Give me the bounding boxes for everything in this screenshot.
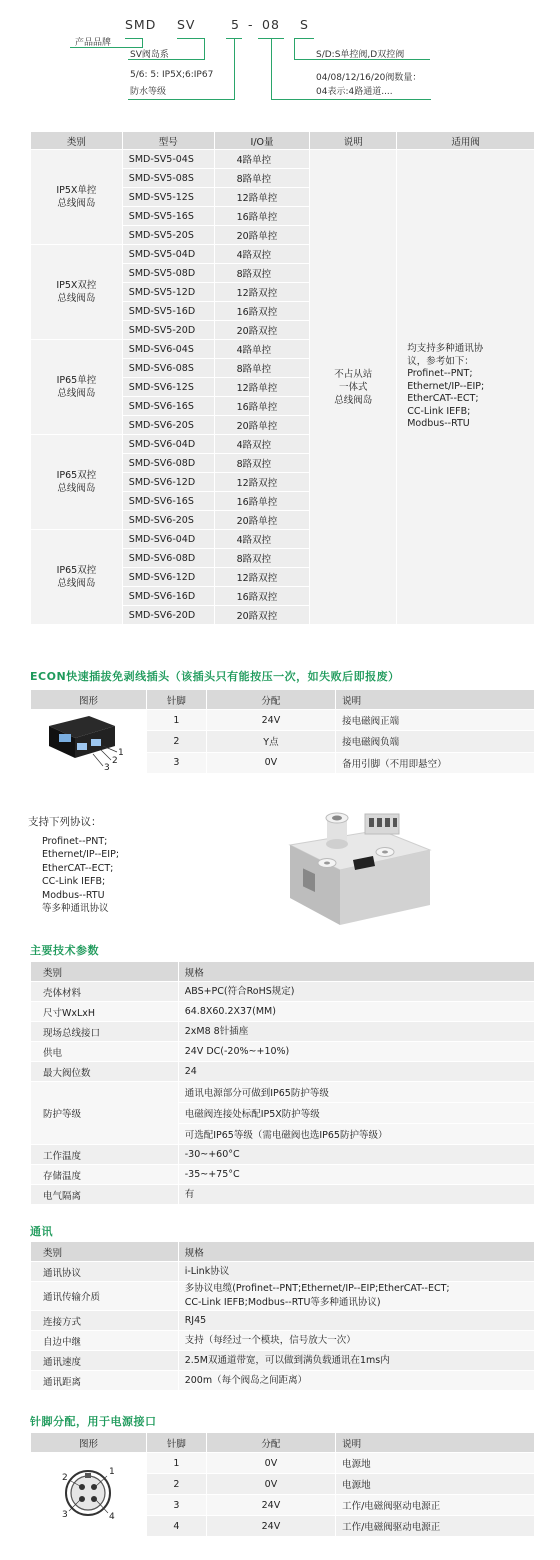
model-number: SMD-SV6-20D bbox=[122, 606, 214, 625]
econ-pin-1: 1 bbox=[147, 710, 207, 731]
econ-table bbox=[30, 689, 535, 774]
tech-protect-1: 通讯电源部分可做到IP65防护等级 bbox=[178, 1082, 534, 1103]
econ-pin-2: 2 bbox=[147, 731, 207, 752]
comm-value: i-Link协议 bbox=[178, 1262, 534, 1282]
model-io: 8路单控 bbox=[214, 359, 310, 378]
econ-assign-2: Y点 bbox=[206, 731, 335, 752]
model-valve-protocols: 均支持多种通讯协 议，参考如下： Profinet--PNT; Ethernet/IP--EIP; EtherCAT--ECT; CC-Link IEFB; Modbus--RTU bbox=[397, 150, 535, 625]
model-note: 不占从站 一体式 总线阀岛 bbox=[310, 150, 397, 625]
model-io: 20路单控 bbox=[214, 226, 310, 245]
col-io: I/O量 bbox=[214, 132, 310, 150]
protocol-item: CC-Link IEFB; bbox=[42, 876, 106, 887]
tech-row bbox=[31, 1022, 535, 1042]
protocol-item: Modbus--RTU bbox=[42, 889, 105, 901]
tech-row bbox=[31, 1145, 535, 1165]
model-io: 20路双控 bbox=[214, 321, 310, 340]
comm-row bbox=[31, 1262, 535, 1282]
model-io: 20路单控 bbox=[214, 416, 310, 435]
model-number: SMD-SV5-20S bbox=[122, 226, 214, 245]
type-desc: S/D:S单控阀,D双控阀 bbox=[316, 50, 405, 60]
model-number: SMD-SV6-16S bbox=[122, 397, 214, 416]
model-io: 12路双控 bbox=[214, 568, 310, 587]
col-valve: 适用阀 bbox=[397, 132, 535, 150]
model-category: IP65双控 总线阀岛 bbox=[31, 530, 123, 625]
sv-stem bbox=[204, 38, 205, 60]
model-number: SMD-SV5-20D bbox=[122, 321, 214, 340]
comm-row bbox=[31, 1282, 535, 1311]
model-number: SMD-SV6-16D bbox=[122, 587, 214, 606]
pins-desc-1: 电源地 bbox=[336, 1453, 535, 1474]
comm-row bbox=[31, 1331, 535, 1351]
model-io: 12路单控 bbox=[214, 188, 310, 207]
sv-desc: SV阀岛系 bbox=[130, 50, 169, 60]
tech-value: -30~+60°C bbox=[178, 1145, 534, 1165]
tech-protect-label: 防护等级 bbox=[31, 1082, 179, 1145]
pins-connector-image bbox=[31, 1453, 147, 1537]
comm-label: 通讯协议 bbox=[31, 1262, 179, 1282]
comm-value: RJ45 bbox=[178, 1311, 534, 1331]
comm-label: 通讯传输介质 bbox=[31, 1282, 179, 1311]
model-category: IP5X单控 总线阀岛 bbox=[31, 150, 123, 245]
sv-underline bbox=[177, 38, 205, 39]
col-category: 类别 bbox=[31, 132, 123, 150]
econ-connector-icon bbox=[31, 710, 146, 770]
model-number: SMD-SV6-20S bbox=[122, 416, 214, 435]
model-number: SMD-SV6-04D bbox=[122, 530, 214, 549]
pins-pin-1: 1 bbox=[147, 1453, 207, 1474]
comm-value: 2.5M双通道带宽，可以做到满负载通讯在1ms内 bbox=[178, 1351, 534, 1371]
comm-label: 通讯速度 bbox=[31, 1351, 179, 1371]
econ-desc-3: 备用引脚（不用即悬空） bbox=[336, 752, 535, 773]
model-number: SMD-SV5-08D bbox=[122, 264, 214, 283]
count-line bbox=[271, 99, 431, 100]
col-model: 型号 bbox=[122, 132, 214, 150]
svg-text:1: 1 bbox=[118, 748, 124, 758]
tech-value: -35~+75°C bbox=[178, 1165, 534, 1185]
pins-pin-4: 4 bbox=[147, 1516, 207, 1537]
model-number: SMD-SV5-08S bbox=[122, 169, 214, 188]
model-io: 4路单控 bbox=[214, 150, 310, 169]
smd-underline bbox=[125, 38, 143, 39]
protocol-item: Ethernet/IP--EIP; bbox=[42, 849, 120, 860]
pins-col-shape: 图形 bbox=[31, 1433, 147, 1453]
brand-label: 产品品牌 bbox=[75, 38, 112, 48]
pins-desc-4: 工作/电磁阀驱动电源正 bbox=[336, 1516, 535, 1537]
type-underline bbox=[294, 38, 314, 39]
model-number: SMD-SV6-12S bbox=[122, 378, 214, 397]
pins-assign-4: 24V bbox=[206, 1516, 335, 1537]
svg-text:3: 3 bbox=[104, 763, 110, 770]
model-io: 4路双控 bbox=[214, 435, 310, 454]
protocol-item: EtherCAT--ECT; bbox=[42, 862, 114, 874]
comm-row bbox=[31, 1371, 535, 1391]
model-io: 8路双控 bbox=[214, 454, 310, 473]
model-io: 20路双控 bbox=[214, 606, 310, 625]
comm-label: 连接方式 bbox=[31, 1311, 179, 1331]
model-io: 8路双控 bbox=[214, 549, 310, 568]
code-part-sv: SV bbox=[177, 17, 196, 32]
model-category: IP65双控 总线阀岛 bbox=[31, 435, 123, 530]
model-row bbox=[31, 150, 535, 169]
econ-assign-3: 0V bbox=[206, 752, 335, 773]
tech-label: 尺寸WxLxH bbox=[31, 1002, 179, 1022]
tech-label: 电气隔离 bbox=[31, 1185, 179, 1205]
model-io: 8路单控 bbox=[214, 169, 310, 188]
model-io: 4路双控 bbox=[214, 245, 310, 264]
model-io: 16路双控 bbox=[214, 302, 310, 321]
tech-value: 有 bbox=[178, 1185, 534, 1205]
model-number: SMD-SV6-16S bbox=[122, 492, 214, 511]
model-io: 12路双控 bbox=[214, 283, 310, 302]
tech-row bbox=[31, 1165, 535, 1185]
pins-table bbox=[30, 1432, 535, 1537]
svg-text:3: 3 bbox=[62, 1510, 68, 1520]
ip-desc-2: 防水等级 bbox=[130, 87, 167, 97]
model-io: 16路单控 bbox=[214, 492, 310, 511]
ip-stem bbox=[234, 38, 235, 100]
model-category: IP65单控 总线阀岛 bbox=[31, 340, 123, 435]
pins-desc-3: 工作/电磁阀驱动电源正 bbox=[336, 1495, 535, 1516]
count-stem bbox=[271, 38, 272, 100]
svg-text:4: 4 bbox=[109, 1512, 115, 1522]
comm-row bbox=[31, 1351, 535, 1371]
econ-col-assign: 分配 bbox=[206, 690, 335, 710]
tech-row bbox=[31, 1185, 535, 1205]
model-number: SMD-SV6-08S bbox=[122, 359, 214, 378]
tech-table bbox=[30, 961, 535, 1205]
econ-desc-1: 接电磁阀正端 bbox=[336, 710, 535, 731]
econ-title: ECON快速插拔免剥线插头（该插头只有能按压一次，如失败后即报废） bbox=[30, 670, 400, 683]
code-part-ip: 5 bbox=[231, 17, 240, 32]
tech-label: 壳体材料 bbox=[31, 982, 179, 1002]
code-part-count: 08 bbox=[262, 17, 280, 32]
model-number: SMD-SV5-12D bbox=[122, 283, 214, 302]
model-number: SMD-SV5-16S bbox=[122, 207, 214, 226]
model-io: 16路单控 bbox=[214, 207, 310, 226]
econ-assign-1: 24V bbox=[206, 710, 335, 731]
pins-col-pin: 针脚 bbox=[147, 1433, 207, 1453]
model-number: SMD-SV6-12D bbox=[122, 473, 214, 492]
econ-col-desc: 说明 bbox=[336, 690, 535, 710]
model-number: SMD-SV5-12S bbox=[122, 188, 214, 207]
tech-protect-2: 电磁阀连接处标配IP5X防护等级 bbox=[178, 1103, 534, 1124]
model-number: SMD-SV6-08D bbox=[122, 549, 214, 568]
type-stem bbox=[294, 38, 295, 60]
code-part-type: S bbox=[300, 17, 309, 32]
model-io: 16路双控 bbox=[214, 587, 310, 606]
model-io: 12路双控 bbox=[214, 473, 310, 492]
model-io: 8路双控 bbox=[214, 264, 310, 283]
tech-value: 64.8X60.2X37(MM) bbox=[178, 1002, 534, 1022]
tech-protect-3: 可选配IP65等级（需电磁阀也选IP65防护等级） bbox=[178, 1124, 534, 1145]
comm-label: 自边中继 bbox=[31, 1331, 179, 1351]
model-number: SMD-SV5-16D bbox=[122, 302, 214, 321]
tech-label: 存储温度 bbox=[31, 1165, 179, 1185]
comm-col-category: 类别 bbox=[31, 1242, 179, 1262]
count-desc-2: 04表示:4路通道.... bbox=[316, 87, 393, 97]
econ-pin-3: 3 bbox=[147, 752, 207, 773]
svg-text:1: 1 bbox=[109, 1467, 115, 1477]
tech-label: 最大阀位数 bbox=[31, 1062, 179, 1082]
comm-label: 通讯距离 bbox=[31, 1371, 179, 1391]
col-note: 说明 bbox=[310, 132, 397, 150]
pins-assign-2: 0V bbox=[206, 1474, 335, 1495]
comm-value: 200m（每个阀岛之间距离） bbox=[178, 1371, 534, 1391]
tech-row bbox=[31, 1002, 535, 1022]
protocol-item: Profinet--PNT; bbox=[42, 835, 108, 847]
pins-col-desc: 说明 bbox=[336, 1433, 535, 1453]
comm-table bbox=[30, 1241, 535, 1391]
ip-desc-1: 5/6: 5: IP5X;6:IP67 bbox=[130, 70, 214, 80]
count-desc-1: 04/08/12/16/20阀数量： bbox=[316, 73, 422, 83]
econ-connector-image bbox=[31, 710, 147, 774]
pins-assign-3: 24V bbox=[206, 1495, 335, 1516]
tech-label: 现场总线接口 bbox=[31, 1022, 179, 1042]
model-number: SMD-SV5-04S bbox=[122, 150, 214, 169]
model-table bbox=[30, 131, 535, 625]
tech-value: 2xM8 8针插座 bbox=[178, 1022, 534, 1042]
tech-value: ABS+PC(符合RoHS规定) bbox=[178, 982, 534, 1002]
tech-row bbox=[31, 982, 535, 1002]
model-io: 16路单控 bbox=[214, 397, 310, 416]
model-number: SMD-SV5-04D bbox=[122, 245, 214, 264]
econ-desc-2: 接电磁阀负端 bbox=[336, 731, 535, 752]
pins-pin-3: 3 bbox=[147, 1495, 207, 1516]
model-number: SMD-SV6-12D bbox=[122, 568, 214, 587]
model-number: SMD-SV6-04D bbox=[122, 435, 214, 454]
ip-line bbox=[128, 99, 235, 100]
comm-row bbox=[31, 1311, 535, 1331]
code-part-smd: SMD bbox=[125, 17, 157, 32]
tech-title: 主要技术参数 bbox=[30, 944, 99, 957]
pins-title: 针脚分配，用于电源接口 bbox=[30, 1415, 157, 1428]
comm-value: 多协议电缆(Profinet--PNT;Ethernet/IP--EIP;EtherCAT--ECT; CC-Link IEFB;Modbus--RTU等多种通讯协议) bbox=[178, 1282, 534, 1311]
tech-label: 工作温度 bbox=[31, 1145, 179, 1165]
model-io: 4路单控 bbox=[214, 340, 310, 359]
model-io: 4路双控 bbox=[214, 530, 310, 549]
tech-col-spec: 规格 bbox=[178, 962, 534, 982]
model-number: SMD-SV6-20S bbox=[122, 511, 214, 530]
pins-pin-2: 2 bbox=[147, 1474, 207, 1495]
model-number: SMD-SV6-08D bbox=[122, 454, 214, 473]
econ-col-pin: 针脚 bbox=[147, 690, 207, 710]
tech-row bbox=[31, 1062, 535, 1082]
model-io: 20路单控 bbox=[214, 511, 310, 530]
svg-text:2: 2 bbox=[62, 1473, 68, 1483]
comm-col-spec: 规格 bbox=[178, 1242, 534, 1262]
valve-island-product-image bbox=[285, 800, 445, 935]
model-category: IP5X双控 总线阀岛 bbox=[31, 245, 123, 340]
protocol-title: 支持下列协议： bbox=[28, 816, 102, 828]
tech-row bbox=[31, 1042, 535, 1062]
code-dash: - bbox=[248, 17, 254, 32]
protocol-item: 等多种通讯协议 bbox=[42, 903, 109, 914]
pins-desc-2: 电源地 bbox=[336, 1474, 535, 1495]
model-number: SMD-SV6-04S bbox=[122, 340, 214, 359]
pins-assign-1: 0V bbox=[206, 1453, 335, 1474]
econ-col-shape: 图形 bbox=[31, 690, 147, 710]
m8-connector-icon bbox=[31, 1453, 146, 1533]
tech-label: 供电 bbox=[31, 1042, 179, 1062]
tech-value: 24V DC(-20%~+10%) bbox=[178, 1042, 534, 1062]
pins-col-assign: 分配 bbox=[206, 1433, 335, 1453]
svg-text:2: 2 bbox=[112, 756, 118, 766]
tech-col-category: 类别 bbox=[31, 962, 179, 982]
tech-value: 24 bbox=[178, 1062, 534, 1082]
model-io: 12路单控 bbox=[214, 378, 310, 397]
comm-value: 支持（每经过一个模块，信号放大一次） bbox=[178, 1331, 534, 1351]
protocol-list bbox=[30, 816, 119, 916]
comm-title: 通讯 bbox=[30, 1225, 53, 1238]
